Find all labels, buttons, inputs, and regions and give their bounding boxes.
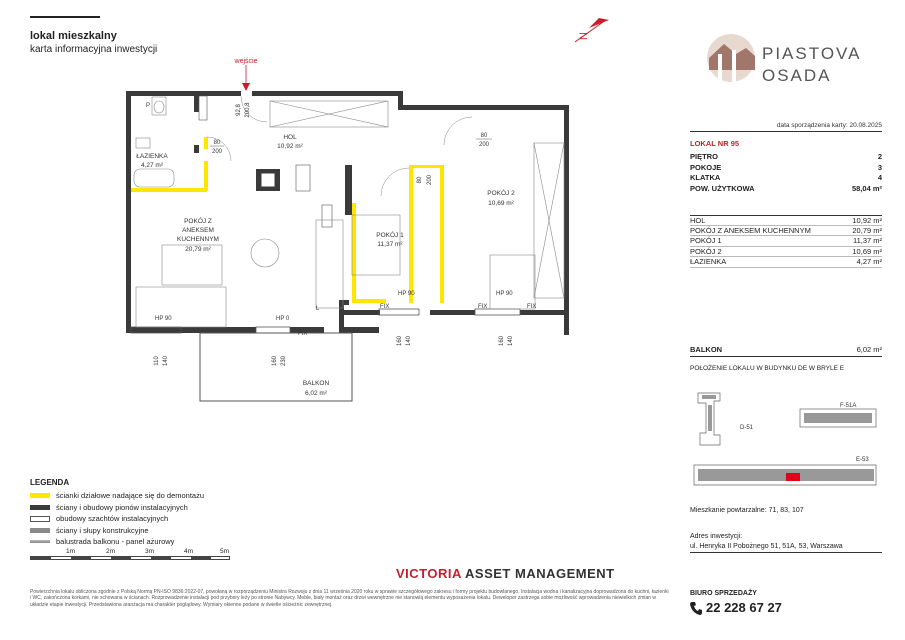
footer-disclaimer: Powierzchnia lokalu obliczona zgodnie z Polską Normą PN-ISO 9836:2022-07, powołaną w rozporządzeniu Ministra Rozwoju z dnia 11 września 2020 roku w sprawie szczegółowego zakresu i formy projektu budowlanego. Instalacja wodna i kanalizacyjna doprowadzona do kuchni, łazienki i WC, zakończona korkami, nie schowana w ścianach. Rozprowadzenie instalacji pod przybory leży po stronie Nabywcy. Meble, biały montaż oraz drzwi wewnętrzne nie stanowią elementu wyposażenia lokalu. Deweloper zastrzega sobie możliwość wprowadzenia niewielkich zmian w układzie etapie inwestycji. Przedstawiona aranżacja ma charakter poglądowy. Wymiary okienne podane w świetle ościeżnic zewnętrznej. [30,589,669,608]
header-rule [30,16,100,18]
room-lazienka-area: 4,27 m² [140,162,164,169]
fix-label-1: FIX [298,331,308,337]
scale-3m: 3m [145,548,155,555]
demountable-partitions [131,137,444,303]
building-d51: D-51 [740,425,754,431]
room-hol-area: 10,92 m² [277,143,303,150]
logo-wordmark: PIASTOVA OSADA [762,44,862,85]
dim-p1-door-h: 200 [427,174,433,186]
dim-entry-h: 200,8 [245,102,251,118]
hp-label-2: HP 0 [276,316,290,322]
phone-icon [690,601,702,615]
scale-bar [30,540,235,568]
room-row: ŁAZIENKA 4,27 m² [690,257,882,266]
fix-label-4: FIX [527,304,537,310]
swatch-outline [30,516,50,522]
l-label: L [316,306,320,312]
entrance-arrow-icon [242,83,250,91]
fix-label-3: FIX [478,304,488,310]
room-balkon: BALKON [302,380,330,387]
room-pokoj-z-2: ANEKSEM [182,227,214,234]
entrance-label: wejście [234,58,258,65]
walls [126,91,569,335]
swatch-gray [30,528,50,533]
p-label: P [146,103,151,109]
scale-1m: 1m [66,548,76,555]
fix-label-2: FIX [380,304,390,310]
legend-title: LEGENDA [30,478,70,487]
dim-p2-door-w: 80 [480,133,488,139]
legend-item: ściany i słupy konstrukcyjne [30,525,250,537]
dim-win1-w: 110 [154,356,160,366]
room-row: POKÓJ 1 11,37 m² [690,236,882,245]
scale-5m: 5m [220,548,230,555]
room-pokoj-z-area: 20,79 m² [185,246,211,253]
dim-win1-h: 140 [163,355,169,367]
info-row: KLATKA 4 [690,173,882,182]
room-row: HOL 10,92 m² [690,216,882,225]
north-arrow-icon [565,14,615,48]
info-row: PIĘTRO 2 [690,152,882,161]
dim-bath-door-h: 200 [211,149,223,155]
dim-p2-door-h: 200 [478,142,490,148]
room-pokoj-z-1: POKÓJ Z [184,218,212,225]
sales-phone[interactable]: 22 228 67 27 [706,600,782,615]
address-value: ul. Henryka II Pobożnego 51, 51A, 53, Warszawa [690,543,882,553]
hp-label-3: HP 90 [398,291,415,297]
scale-4m: 4m [184,548,194,555]
room-balkon-area: 6,02 m² [304,390,328,397]
hp-label-4: HP 90 [496,291,513,297]
victoria-logo: VICTORIA ASSET MANAGEMENT [396,566,615,581]
floor-plan [100,55,600,415]
dim-win4-w: 160 [499,335,505,347]
legend-item: obudowy szachtów instalacyjnych [30,513,250,525]
room-row: POKÓJ Z ANEKSEM KUCHENNYM 20,79 m² [690,225,882,235]
info-row: POW. UŻYTKOWA 58,04 m² [690,183,882,193]
room-pokoj-z-3: KUCHENNYM [177,236,219,243]
legend-item: ścianki działowe nadające się do demontażu [30,490,250,502]
balkon-row: BALKON 6,02 m² [690,345,882,357]
dim-win4-h: 140 [508,335,514,347]
dim-win2-w: 160 [272,355,278,367]
dim-win3-h: 140 [406,335,412,347]
hp-label-1: HP 90 [155,316,172,322]
lokal-number: LOKAL NR 95 [690,139,740,148]
dim-entry-w: 92,8 [236,104,242,116]
swatch-dark [30,505,50,510]
legend [30,490,250,548]
unit-location-marker [786,473,800,481]
dim-p1-door-w: 80 [417,176,423,184]
building-e53: E-53 [856,457,869,463]
room-lazienka: ŁAZIENKA [136,153,168,160]
room-pokoj2: POKÓJ 2 [487,190,515,197]
repeat-units: Mieszkanie powtarzalne: 71, 83, 107 [690,507,804,514]
location-title: POŁOŻENIE LOKALU W BUDYNKU DE W BRYLE E [690,365,845,372]
room-pokoj1-area: 11,37 m² [377,241,403,248]
legend-item: balustrada balkonu - panel ażurowy [30,536,250,548]
room-hol: HOL [283,134,297,141]
dim-win2-h: 230 [281,355,287,367]
swatch-yellow [30,493,50,498]
room-pokoj2-area: 10,69 m² [488,200,514,207]
building-f51a: F-51A [840,403,857,409]
room-row: POKÓJ 2 10,69 m² [690,246,882,256]
dim-win3-w: 160 [397,335,403,347]
card-date: data sporządzenia karty: 20.08.2025 [690,122,882,132]
address-label: Adres inwestycji: [690,533,743,540]
page-title: lokal mieszkalny [30,30,117,42]
info-row: POKOJE 3 [690,162,882,172]
rooms-table [690,215,882,268]
dim-bath-door-w: 80 [213,140,221,146]
room-pokoj1: POKÓJ 1 [376,232,404,239]
svg-text:N: N [578,32,590,40]
site-map [690,387,882,499]
scale-2m: 2m [106,548,116,555]
page-subtitle: karta informacyjna inwestycji [30,44,158,55]
info-table [690,152,882,194]
legend-item: ściany i obudowy pionów instalacyjnych [30,502,250,514]
sales-office-label: BIURO SPRZEDAŻY [690,590,757,597]
